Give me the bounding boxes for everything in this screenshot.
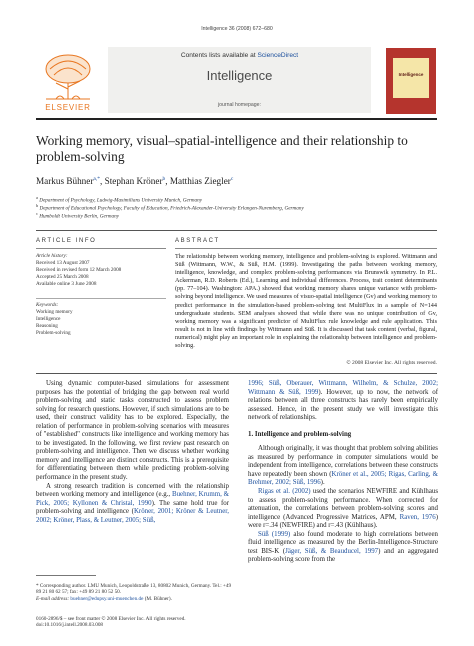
paragraph: Using dynamic computer-based simulations for assessment purposes has the potential of bridging the gap between real world problem-solving and static tasks constructed to assess problem solving for research questions. However, if such simulations are to be used, their construct validity has to be explored. Especially, the relation of performance in problem-solving scenarios with measures of "established" constructs like intelligence and working memory has to be investigated. In the following, we first review past research on problem-solving and intelligence. Then we discuss whether working memory and intelligence are distinct constructs. This is a prerequisite for differentiating between them while predicting problem-solving performance in the present study. bbox=[36, 380, 229, 482]
paragraph bbox=[36, 483, 229, 526]
article-history bbox=[36, 253, 121, 288]
paragraph bbox=[248, 445, 438, 488]
keyword: Intelligence bbox=[36, 316, 61, 322]
page-footer bbox=[36, 616, 236, 629]
article-info-rule bbox=[36, 248, 166, 249]
contents-line bbox=[108, 52, 371, 59]
journal-cover-label: Intelligence bbox=[398, 72, 424, 77]
citation-link[interactable]: Kröner et al., 2005; Rigas, Carling, & Brehmer, 2002; Süß, 1996 bbox=[248, 470, 439, 487]
paragraph-text: ) were r=.34 (NEWFIRE) and r=.43 (Kühlhaus). bbox=[248, 513, 438, 530]
citation-link[interactable]: Süß (1999) bbox=[258, 530, 291, 538]
affiliation-mark: a bbox=[36, 195, 38, 200]
homepage-prefix: journal homepage: bbox=[218, 102, 261, 108]
keyword: Reasoning bbox=[36, 323, 58, 329]
history-item: Received 13 August 2007 bbox=[36, 260, 90, 266]
issn-line: 0160-2896/$ – see front matter © 2008 Elsevier Inc. All rights reserved. bbox=[36, 616, 186, 622]
affiliation bbox=[36, 211, 119, 220]
paragraph-text: Although originally, it was thought that problem solving abilities as measured by performance in computer simulations would be independent from intelligence, correlations between these constructs have repeatedly been shown ( bbox=[248, 445, 438, 478]
author-name: Markus Bühner bbox=[36, 176, 94, 187]
paragraph-text: ). However, up to now, the network of relations between all three constructs has rarely been empirically assessed. Hence, in the present study we will investigate this network of relationships. bbox=[248, 388, 438, 422]
article-title: Working memory, visual–spatial-intelligence and their relationship to problem-solving bbox=[36, 133, 408, 164]
email-suffix: (M. Bühner). bbox=[143, 595, 172, 602]
paragraph-text: ). The same hold true for problem-solving and intelligence ( bbox=[36, 499, 229, 516]
author-mark[interactable]: c bbox=[230, 176, 234, 182]
publisher-logo: ELSEVIER bbox=[45, 103, 91, 112]
paragraph-text: used the scenarios NEWFIRE and Kühlhaus to assess problem-solving performance. When corrected for attenuation, the correlations between problem-solving scores and intelligence (Advanced Progressive Matrices, APM, bbox=[248, 488, 438, 521]
affiliation-text: Department of Psychology, Ludwig-Maximilians University Munich, Germany bbox=[39, 197, 203, 204]
citation-link[interactable]: Jäger, Süß, & Beauducel, 1997 bbox=[285, 547, 379, 555]
history-label: Article history: bbox=[36, 253, 68, 259]
keywords-rule bbox=[36, 298, 166, 299]
footnote-rule bbox=[36, 575, 96, 576]
header-divider bbox=[36, 118, 437, 120]
history-item: Available online 3 June 2008 bbox=[36, 281, 97, 287]
article-info-heading: ARTICLE INFO bbox=[36, 238, 97, 244]
citation-link[interactable]: 1996; Süß, Oberauer, Wittmann, Wilhelm, & Schulze, 2002; Wittmann & Süß, 1999 bbox=[248, 380, 438, 396]
copyright: © 2008 Elsevier Inc. All rights reserved. bbox=[346, 360, 437, 366]
affiliation-mark: c bbox=[36, 211, 38, 216]
paragraph bbox=[248, 380, 438, 423]
email-label: E-mail address: bbox=[36, 595, 71, 602]
affiliation-text: Department of Educational Psychology, Faculty of Education, Friedrich-Alexander-University Erlangen-Nuremberg, Germany bbox=[39, 205, 304, 212]
affiliation-mark: b bbox=[36, 203, 39, 208]
citation-link[interactable]: Rigas et al. (2002) bbox=[258, 488, 311, 496]
keywords-label: Keywords: bbox=[36, 302, 59, 308]
journal-cover-panel bbox=[393, 58, 429, 98]
author-list bbox=[36, 176, 436, 186]
citation-link[interactable]: Buehner, Krumm, & Pick, 2005; Kyllonen & Christal, 1990 bbox=[36, 491, 229, 507]
sciencedirect-link[interactable]: ScienceDirect bbox=[257, 52, 299, 59]
doi-line: doi:10.1016/j.intell.2008.03.008 bbox=[36, 622, 104, 629]
author-name: Stephan Kröner bbox=[104, 176, 163, 187]
paragraph-text: also found moderate to high correlations between fluid intelligence as measured by the Berlin-Intelligence-Structure test BIS-K ( bbox=[248, 530, 438, 555]
author-name: Matthias Ziegler bbox=[169, 176, 231, 187]
journal-homepage bbox=[108, 102, 371, 108]
keywords bbox=[36, 302, 73, 337]
journal-title: Intelligence bbox=[206, 68, 273, 83]
abstract-text: The relationship between working memory, intelligence and problem-solving is explored. Wittmann and Süß (Wittmann, W.W., & Süß, H.M. (1999). Investigating the paths between working memory, intelligence, knowledge, and complex problem-solving performances via Brunswik symmetry. In P.L. Ackerman, R.D. Roberts (Ed.), Learning and individual differences. Process, trait content determinants (pp. 77–104). Washington: APA.) showed that working memory shares unique variance with problem-solving beyond intelligence. We used measures of visuo-spatial intelligence (Gv) and working memory to predict performance in the simulation-based problem-solving test MultiFlux in a sample of N=144 undergraduate students. SEM analyses showed that while there was no unique contribution of Gv, working memory was a significant predictor of MultiFlux rule knowledge and rule application. This result is not in line with findings by Wittmann and Süß. It is discussed that task content (verbal, figural, numerical) might play an important role in explaining the relationship between intelligence and problem-solving. bbox=[175, 253, 437, 350]
paragraph-text: ) and an aggregated problem-solving score from the bbox=[248, 547, 439, 564]
paragraph-text: A strong research tradition is concerned with the relationship between working memory and intelligence (e.g., bbox=[36, 482, 229, 499]
history-item: Accepted 25 March 2008 bbox=[36, 274, 89, 280]
author-separator: , bbox=[165, 176, 170, 187]
footnote-text: Corresponding author. LMU Munich, Leopoldstraße 13, 80802 Munich, Germany. Tel.: +49 89 21 80 62 57; fax: +49 89 21 80 52 50. bbox=[36, 583, 232, 596]
abstract-rule bbox=[175, 248, 437, 249]
paragraph bbox=[248, 531, 438, 565]
email-link[interactable]: buehner@edupsy.uni-muenchen.de bbox=[70, 595, 144, 602]
abstract-heading: ABSTRACT bbox=[175, 238, 220, 244]
citation-link[interactable]: Raven, 1976 bbox=[399, 513, 436, 521]
author-separator: , bbox=[100, 176, 105, 187]
right-column bbox=[248, 380, 438, 565]
journal-reference: Intelligence 36 (2008) 672–680 bbox=[201, 26, 273, 32]
section-title: 1. Intelligence and problem-solving bbox=[248, 430, 352, 438]
citation-link[interactable]: Kröner, 2001; Kröner & Leutner, 2002; Kröner, Plass, & Leutner, 2005; Süß, bbox=[36, 508, 229, 524]
keyword: Working memory bbox=[36, 309, 73, 315]
paragraph bbox=[248, 488, 438, 531]
author-mark[interactable]: a,* bbox=[93, 176, 100, 182]
title-divider bbox=[36, 230, 437, 231]
footnote-mark: * bbox=[36, 583, 39, 589]
author-mark[interactable]: b bbox=[162, 176, 166, 182]
footnote bbox=[36, 583, 236, 602]
history-item: Received in revised form 12 March 2008 bbox=[36, 267, 122, 273]
keyword: Problem-solving bbox=[36, 330, 71, 336]
left-column bbox=[36, 380, 229, 525]
affiliation-text: Humboldt University Berlin, Germany bbox=[39, 213, 120, 220]
contents-prefix: Contents lists available at bbox=[180, 52, 258, 59]
body-divider bbox=[36, 373, 437, 374]
paragraph-text: ). bbox=[320, 479, 325, 487]
